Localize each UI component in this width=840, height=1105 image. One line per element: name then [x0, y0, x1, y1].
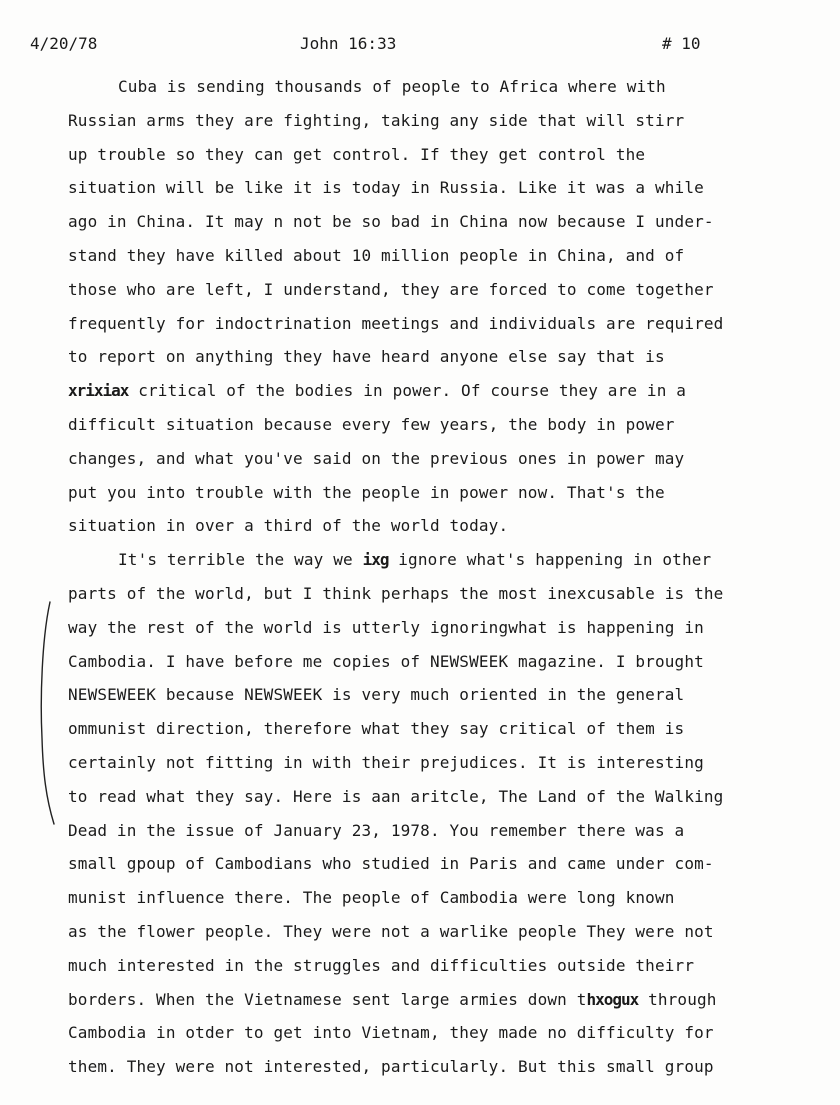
text-line: Dead in the issue of January 23, 1978. You remember there was a	[68, 821, 685, 840]
text-line: situation will be like it is today in Russia. Like it was a while	[68, 178, 704, 197]
line-text: critical of the bodies in power. Of course they are in a	[128, 381, 687, 400]
text-line: small gpoup of Cambodians who studied in Paris and came under com-	[68, 854, 714, 873]
text-line: Russian arms they are fighting, taking any side that will stirr	[68, 111, 685, 130]
header-date: 4/20/78	[30, 34, 98, 53]
text-line: NEWSEWEEK because NEWSWEEK is very much oriented in the general	[68, 685, 685, 704]
text-line: ago in China. It may n not be so bad in China now because I under-	[68, 212, 714, 231]
text-line	[68, 381, 686, 405]
line-text: ignore what's happening in other	[388, 550, 712, 569]
text-line: changes, and what you've said on the previous ones in power may	[68, 449, 685, 468]
text-line: situation in over a third of the world today.	[68, 516, 509, 535]
margin-bracket-mark	[28, 598, 58, 828]
strikeout-overtype: hxogux	[586, 990, 639, 1009]
header-page-number: # 10	[662, 34, 701, 53]
line-text: through	[638, 990, 717, 1009]
text-line: Cuba is sending thousands of people to Africa where with	[118, 77, 666, 96]
text-line: to read what they say. Here is aan aritcle, The Land of the Walking	[68, 787, 724, 806]
text-line: munist influence there. The people of Cambodia were long known	[68, 888, 675, 907]
header-scripture-reference: John 16:33	[300, 34, 397, 53]
text-line	[118, 550, 711, 574]
text-line: them. They were not interested, particularly. But this small group	[68, 1057, 714, 1076]
text-line: way the rest of the world is utterly ignoringwhat is happening in	[68, 618, 704, 637]
strikeout-overtype: ixg	[362, 550, 389, 569]
text-line: as the flower people. They were not a warlike people They were not	[68, 922, 714, 941]
page-header	[0, 34, 840, 58]
text-line: parts of the world, but I think perhaps the most inexcusable is the	[68, 584, 724, 603]
text-line: Cambodia in otder to get into Vietnam, they made no difficulty for	[68, 1023, 714, 1042]
text-line: put you into trouble with the people in power now. That's the	[68, 483, 665, 502]
line-text-before-strikeout: borders. When the Vietnamese sent large armies down t	[68, 990, 587, 1009]
text-line: those who are left, I understand, they are forced to come together	[68, 280, 714, 299]
text-line: up trouble so they can get control. If they get control the	[68, 145, 646, 164]
text-line: to report on anything they have heard anyone else say that is	[68, 347, 665, 366]
strikeout-overtype: xrixiax	[68, 381, 129, 400]
text-line: difficult situation because every few years, the body in power	[68, 415, 675, 434]
text-line	[68, 990, 717, 1014]
text-line: certainly not fitting in with their prejudices. It is interesting	[68, 753, 704, 772]
text-line: stand they have killed about 10 million people in China, and of	[68, 246, 685, 265]
text-line: frequently for indoctrination meetings and individuals are required	[68, 314, 724, 333]
text-line: Cambodia. I have before me copies of NEWSWEEK magazine. I brought	[68, 652, 704, 671]
text-line: much interested in the struggles and difficulties outside theirr	[68, 956, 695, 975]
line-text-before-strikeout: It's terrible the way we	[118, 550, 363, 569]
text-line: ommunist direction, therefore what they say critical of them is	[68, 719, 685, 738]
